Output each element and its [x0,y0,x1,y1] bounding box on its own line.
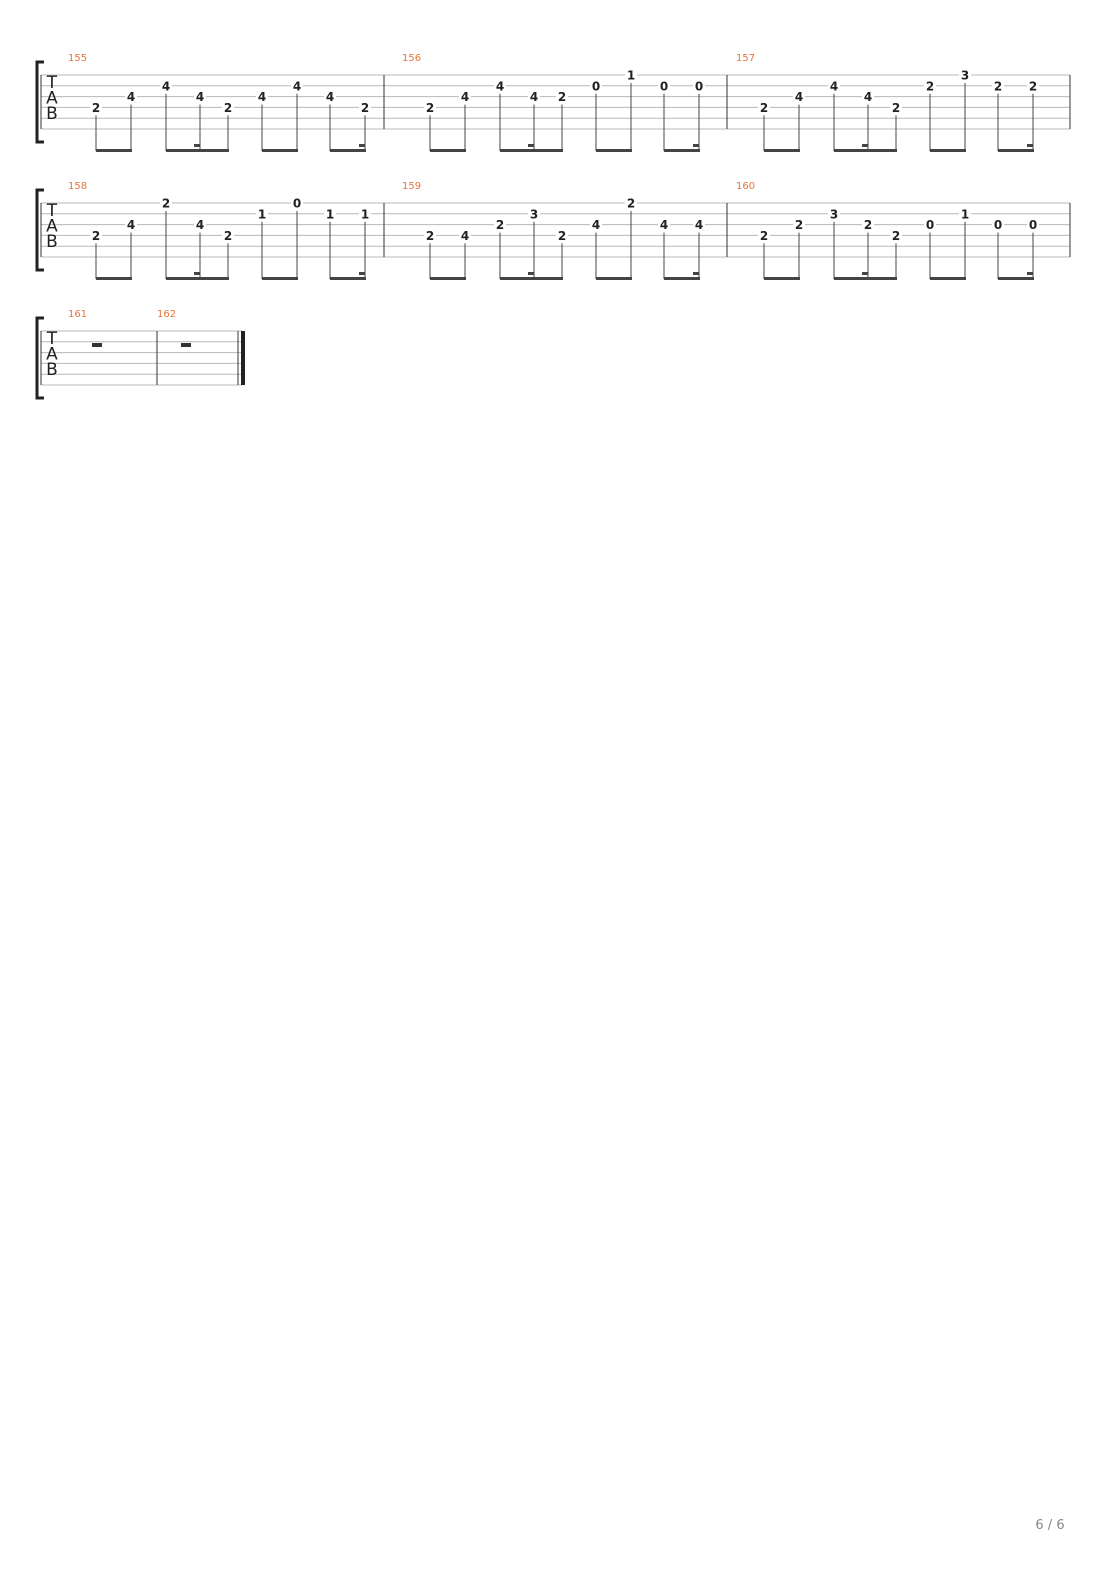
note-beam [998,149,1034,152]
note-beam [96,149,132,152]
fret-number: 2 [425,100,435,115]
measure-number: 161 [68,309,88,320]
fret-number: 2 [161,196,171,211]
measure-number: 162 [157,309,177,320]
fret-number: 2 [91,228,101,243]
fret-number: 4 [325,90,335,105]
note-beam-secondary [862,272,868,275]
measure-number: 157 [736,53,756,64]
fret-number: 2 [993,79,1003,94]
fret-number: 0 [292,196,302,211]
fret-number: 0 [591,79,601,94]
fret-number: 0 [659,79,669,94]
note-beam [96,277,132,280]
note-beam [930,277,966,280]
fret-number: 2 [495,218,505,233]
note-beam-secondary [194,272,200,275]
tab-clef-letter: A [46,344,58,365]
tab-clef-letter: B [46,232,58,252]
note-beam-secondary [693,272,699,275]
fret-number: 4 [591,218,601,233]
tab-clef-letter: T [46,201,58,221]
tab-clef-letter: B [46,104,58,124]
note-beam-secondary [194,144,200,147]
note-beam [430,149,466,152]
measure-number: 160 [736,181,756,192]
fret-number: 4 [694,218,704,233]
note-beam [500,149,563,152]
measure-number: 156 [402,53,422,64]
whole-rest [92,343,102,347]
note-beam [430,277,466,280]
note-beam [998,277,1034,280]
fret-number: 2 [91,100,101,115]
note-beam [764,149,800,152]
whole-rest [181,343,191,347]
tab-clef-letter: A [46,88,58,109]
fret-number: 1 [325,207,335,222]
note-beam [166,149,229,152]
fret-number: 4 [257,90,267,105]
fret-number: 2 [223,228,233,243]
note-beam-secondary [528,144,534,147]
fret-number: 2 [759,100,769,115]
fret-number: 2 [891,228,901,243]
fret-number: 3 [960,68,970,83]
note-beam [330,149,366,152]
fret-number: 0 [694,79,704,94]
tab-clef-letter: T [46,329,58,349]
note-beam [834,277,897,280]
fret-number: 2 [794,218,804,233]
fret-number: 4 [195,90,205,105]
fret-number: 4 [495,79,505,94]
fret-number: 4 [292,79,302,94]
fret-number: 4 [460,90,470,105]
fret-number: 2 [557,228,567,243]
fret-number: 2 [360,100,370,115]
fret-number: 2 [1028,79,1038,94]
note-beam-secondary [1027,144,1033,147]
note-beam [664,149,700,152]
measure-number: 159 [402,181,422,192]
fret-number: 0 [1028,218,1038,233]
fret-number: 4 [126,218,136,233]
fret-number: 2 [759,228,769,243]
fret-number: 0 [925,218,935,233]
note-beam [500,277,563,280]
tab-clef-letter: B [46,360,58,380]
fret-number: 3 [529,207,539,222]
fret-number: 4 [829,79,839,94]
note-beam-secondary [1027,272,1033,275]
note-beam [834,149,897,152]
note-beam [664,277,700,280]
measure-number: 155 [68,53,88,64]
note-beam-secondary [862,144,868,147]
note-beam-secondary [359,144,365,147]
tab-clef-letter: A [46,216,58,237]
note-beam [262,149,298,152]
fret-number: 2 [223,100,233,115]
note-beam [930,149,966,152]
tab-clef-letter: T [46,73,58,93]
fret-number: 4 [659,218,669,233]
fret-number: 4 [794,90,804,105]
fret-number: 4 [161,79,171,94]
fret-number: 2 [925,79,935,94]
fret-number: 2 [891,100,901,115]
fret-number: 3 [829,207,839,222]
fret-number: 4 [863,90,873,105]
note-beam-secondary [528,272,534,275]
fret-number: 2 [863,218,873,233]
fret-number: 1 [960,207,970,222]
note-beam [166,277,229,280]
note-beam [596,277,632,280]
final-barline-thick [241,331,245,385]
fret-number: 1 [360,207,370,222]
fret-number: 0 [993,218,1003,233]
note-beam [596,149,632,152]
fret-number: 1 [626,68,636,83]
fret-number: 4 [460,228,470,243]
fret-number: 4 [126,90,136,105]
note-beam [330,277,366,280]
fret-number: 2 [626,196,636,211]
note-beam [764,277,800,280]
fret-number: 2 [557,90,567,105]
note-beam [262,277,298,280]
measure-number: 158 [68,181,88,192]
page-number: 6 / 6 [1035,1518,1065,1533]
fret-number: 2 [425,228,435,243]
note-beam-secondary [693,144,699,147]
note-beam-secondary [359,272,365,275]
fret-number: 4 [195,218,205,233]
fret-number: 4 [529,90,539,105]
fret-number: 1 [257,207,267,222]
